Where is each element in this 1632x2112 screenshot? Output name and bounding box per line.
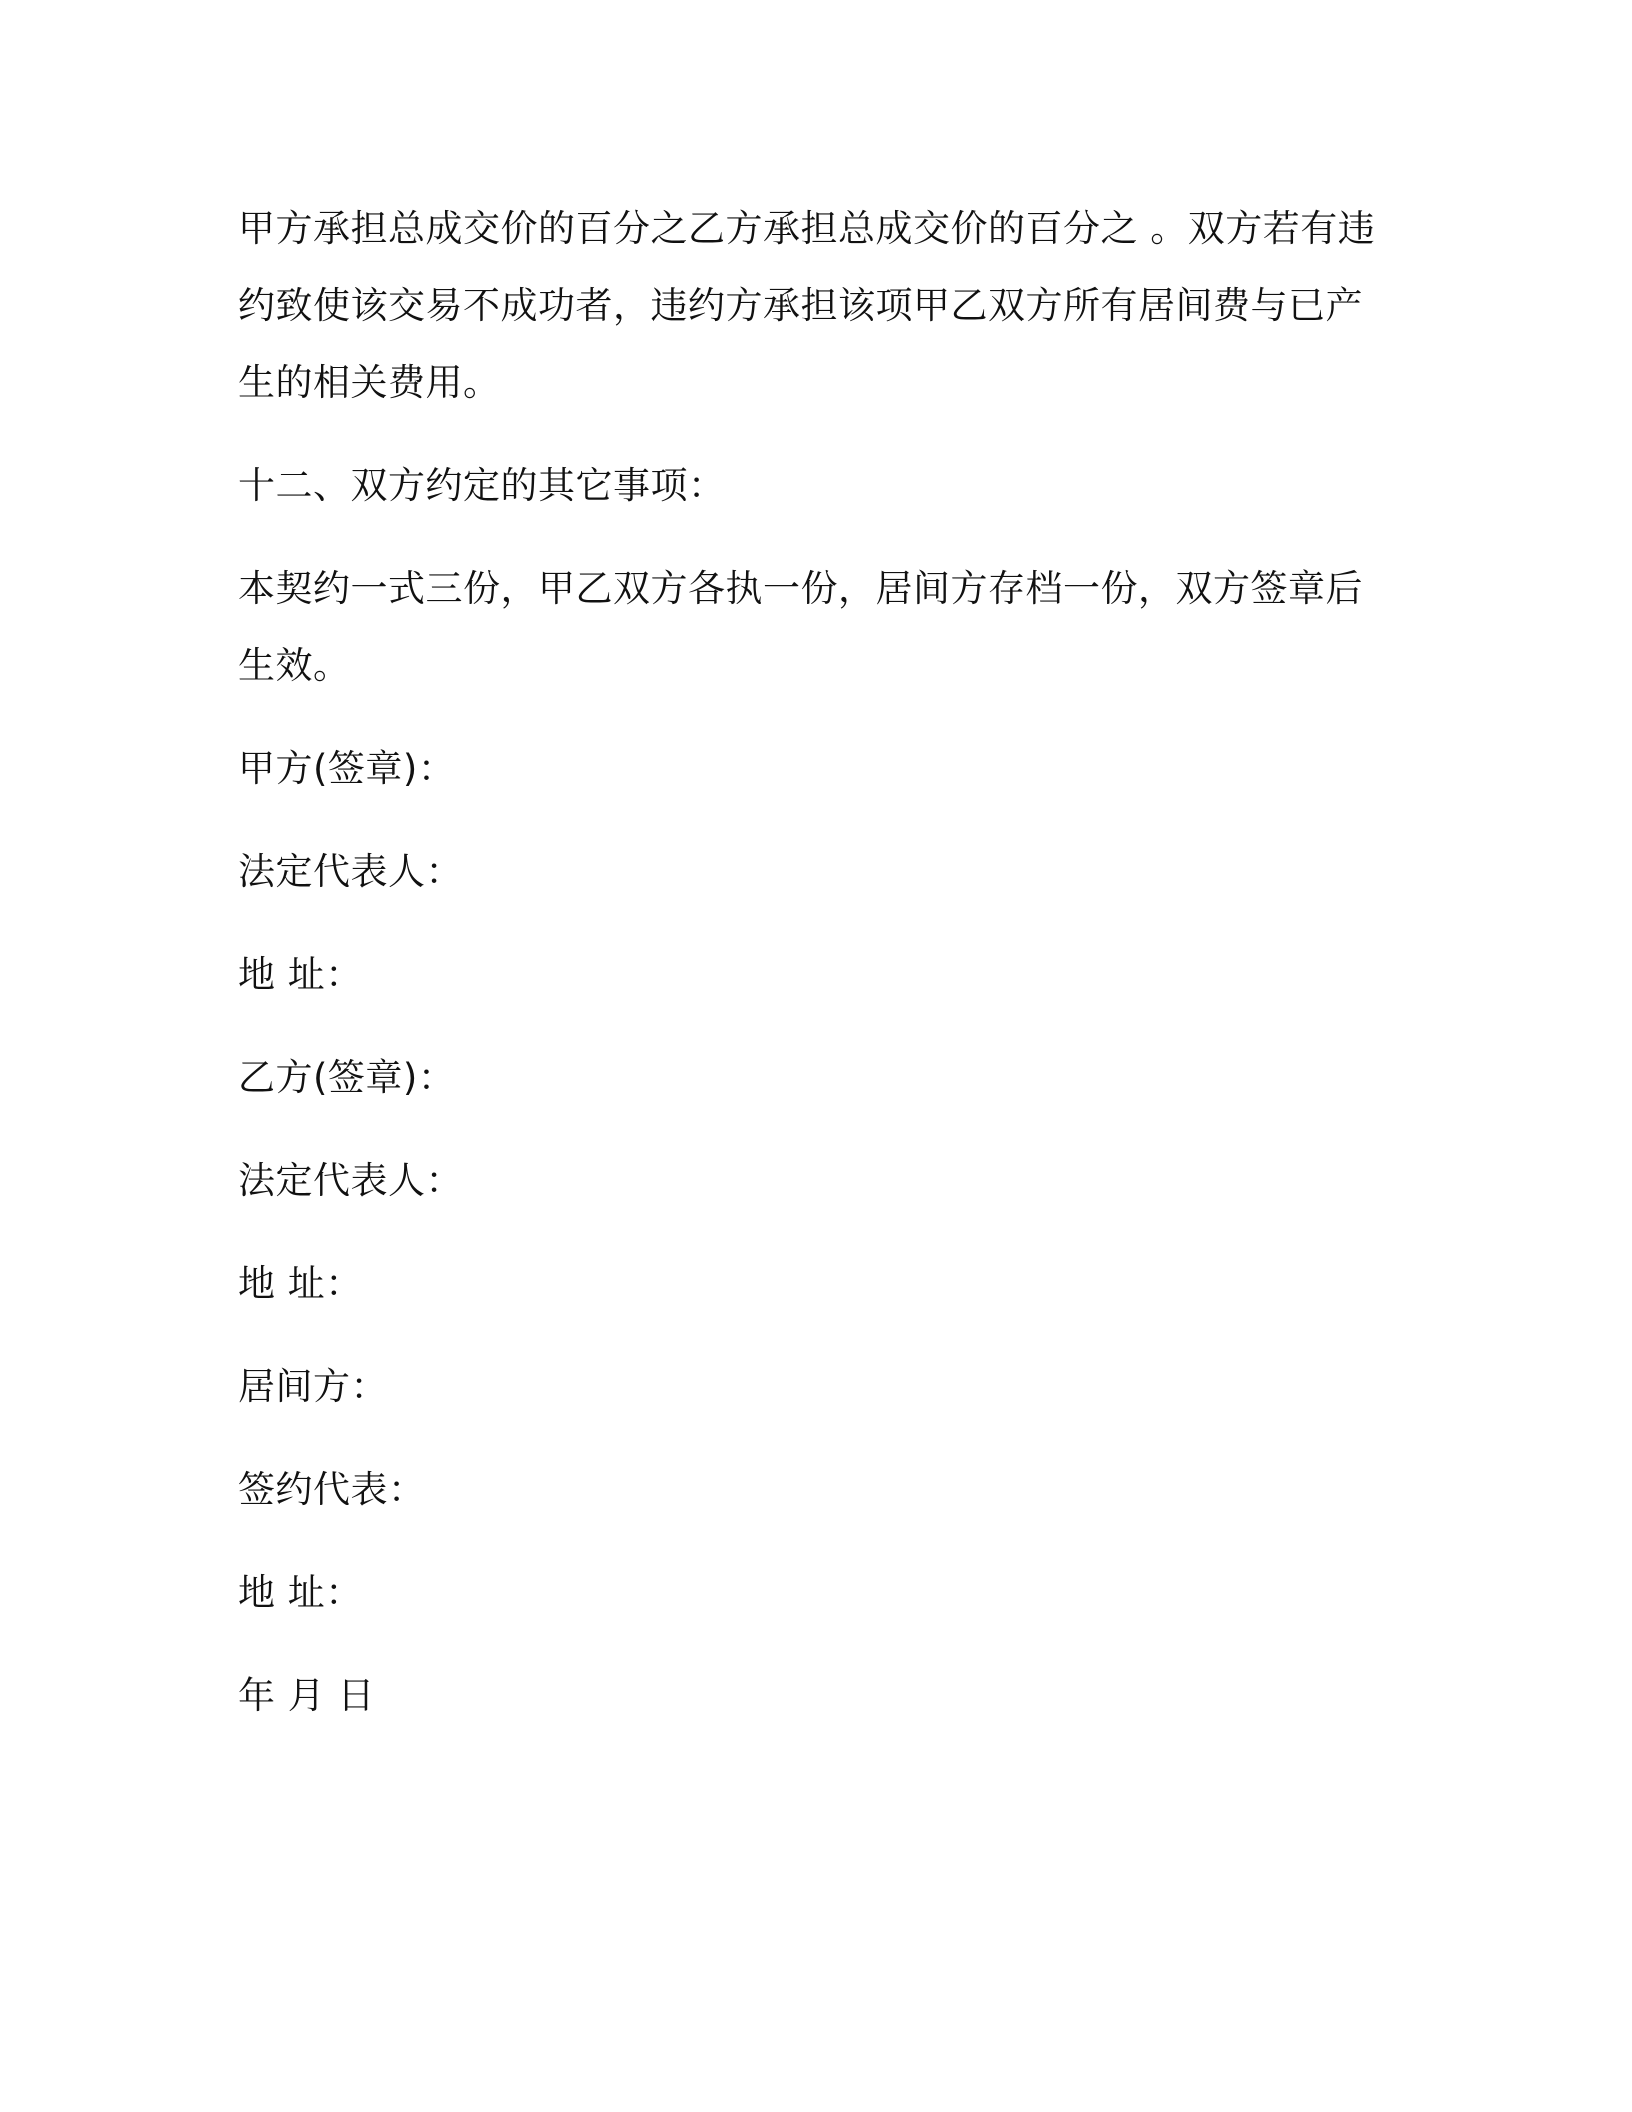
- broker-label: 居间方：: [238, 1365, 388, 1408]
- section-heading-other-matters: 十二、双方约定的其它事项：: [238, 464, 726, 507]
- broker-address-label: 地 址：: [238, 1571, 363, 1614]
- paragraph-fee-terms: 甲方承担总成交价的百分之乙方承担总成交价的百分之 。双方若有违约致使该交易不成功者，违约方承担该项甲乙双方所有居间费与已产生的相关费用。: [238, 207, 1376, 404]
- party-a-seal-label: 甲方(签章)：: [238, 747, 456, 790]
- paragraph-copies-effect: 本契约一式三份，甲乙双方各执一份，居间方存档一份，双方签章后生效。: [238, 567, 1363, 687]
- party-a-legal-rep-label: 法定代表人：: [238, 850, 463, 893]
- broker-rep-label: 签约代表：: [238, 1468, 426, 1511]
- party-b-address-label: 地 址：: [238, 1262, 363, 1305]
- date-label: 年 月 日: [238, 1674, 376, 1717]
- party-b-seal-label: 乙方(签章)：: [238, 1056, 456, 1099]
- party-b-legal-rep-label: 法定代表人：: [238, 1159, 463, 1202]
- party-a-address-label: 地 址：: [238, 953, 363, 996]
- document-body: [238, 190, 1378, 1734]
